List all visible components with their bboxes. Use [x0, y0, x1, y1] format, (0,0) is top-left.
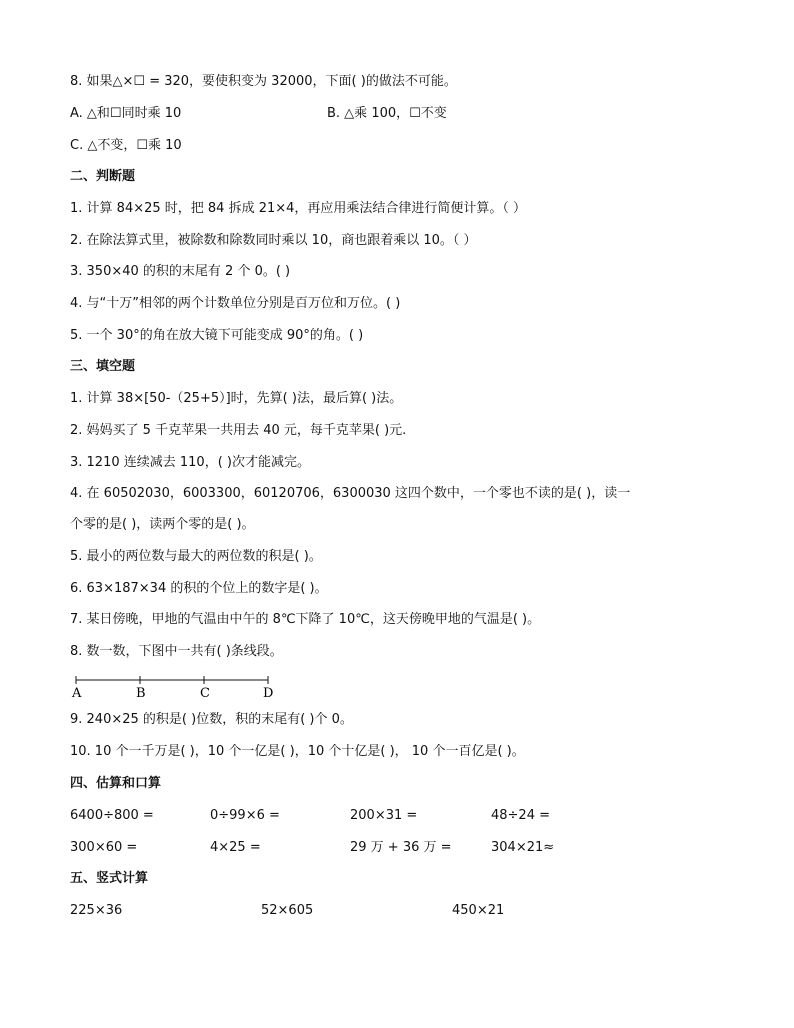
vertical-calc-item: 225×36 — [70, 903, 123, 918]
fill-item-continued: 个零的是( )，读两个零的是( )。 — [70, 517, 255, 532]
option-c: C. △不变，☐乘 10 — [70, 138, 182, 153]
calc-item: 29 万 + 36 万 = — [350, 840, 452, 855]
calc-item: 0÷99×6 = — [210, 808, 280, 823]
fill-item: 9. 240×25 的积是( )位数，积的末尾有( )个 0。 — [70, 712, 353, 727]
calc-item: 6400÷800 = — [70, 808, 154, 823]
point-label-c: C — [200, 686, 210, 700]
question-8-choice: 8. 如果△×☐ = 320，要使积变为 32000，下面( )的做法不可能。 — [70, 74, 457, 89]
judgement-item: 1. 计算 84×25 时，把 84 拆成 21×4，再应用乘法结合律进行简便计算。（ ） — [70, 201, 527, 216]
fill-item: 7. 某日傍晚，甲地的气温由中午的 8℃下降了 10℃，这天傍晚甲地的气温是( )。 — [70, 612, 541, 627]
fill-item: 8. 数一数，下图中一共有( )条线段。 — [70, 644, 283, 659]
calc-item: 300×60 = — [70, 840, 138, 855]
vertical-calc-item: 450×21 — [452, 903, 505, 918]
section-heading-estimation: 四、估算和口算 — [70, 776, 162, 791]
option-a: A. △和☐同时乘 10 — [70, 106, 182, 121]
judgement-item: 3. 350×40 的积的末尾有 2 个 0。( ) — [70, 264, 291, 279]
option-b: B. △乘 100，☐不变 — [327, 106, 447, 121]
line-segment-figure — [70, 676, 280, 700]
vertical-calc-item: 52×605 — [261, 903, 314, 918]
judgement-item: 4. 与“十万”相邻的两个计数单位分别是百万位和万位。( ) — [70, 296, 401, 311]
point-label-a: A — [72, 686, 82, 700]
fill-item: 1. 计算 38×[50-（25+5）]时，先算( )法，最后算( )法。 — [70, 391, 403, 406]
fill-item: 6. 63×187×34 的积的个位上的数字是( )。 — [70, 581, 328, 596]
fill-item: 3. 1210 连续减去 110，( )次才能减完。 — [70, 455, 310, 470]
section-heading-vertical-calc: 五、竖式计算 — [70, 871, 149, 886]
judgement-item: 5. 一个 30°的角在放大镜下可能变成 90°的角。( ) — [70, 328, 364, 343]
calc-item: 4×25 = — [210, 840, 261, 855]
fill-item: 2. 妈妈买了 5 千克苹果一共用去 40 元，每千克苹果( )元. — [70, 423, 407, 438]
point-label-b: B — [136, 686, 146, 700]
calc-item: 48÷24 = — [491, 808, 551, 823]
fill-item: 4. 在 60502030，6003300，60120706，6300030 这四个数中，一个零也不读的是( )，读一 — [70, 486, 631, 501]
calc-item: 304×21≈ — [491, 840, 555, 855]
section-heading-fill-blank: 三、填空题 — [70, 359, 136, 374]
fill-item: 5. 最小的两位数与最大的两位数的积是( )。 — [70, 549, 322, 564]
section-heading-judgement: 二、判断题 — [70, 169, 136, 184]
point-label-d: D — [263, 686, 274, 700]
judgement-item: 2. 在除法算式里，被除数和除数同时乘以 10，商也跟着乘以 10。（ ） — [70, 233, 477, 248]
calc-item: 200×31 = — [350, 808, 418, 823]
fill-item: 10. 10 个一千万是( )，10 个一亿是( )，10 个十亿是( )， 10 个一百亿是( )。 — [70, 744, 525, 759]
